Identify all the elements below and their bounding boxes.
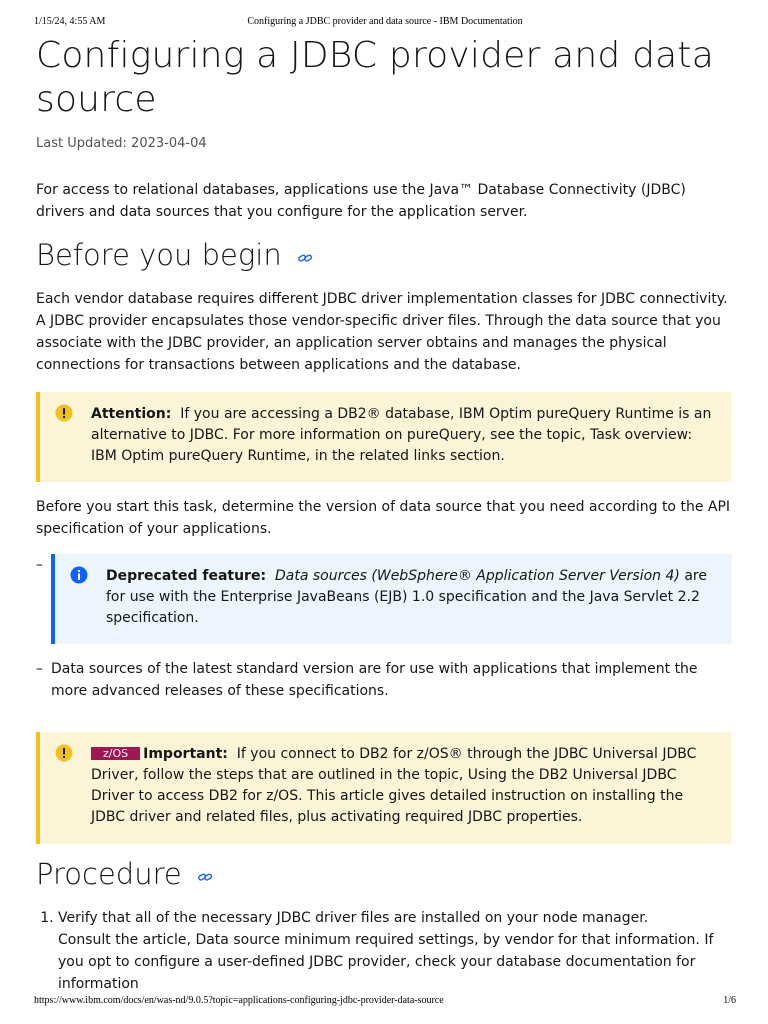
procedure-heading bbox=[36, 856, 732, 893]
print-footer bbox=[34, 995, 736, 1009]
before-you-begin-title: Before you begin bbox=[36, 238, 282, 272]
page-number: 1/6 bbox=[723, 995, 736, 1006]
before-task-paragraph: Before you start this task, determine the version of data source that you need according to the API specification of your applications. bbox=[36, 499, 731, 537]
step-main-text: Verify that all of the necessary JDBC driver files are installed on your node manager. bbox=[58, 910, 649, 926]
important-text: If you connect to DB2 for z/OS® through the JDBC Universal JDBC Driver, follow the steps that are outlined in the topic, Using the DB2 Universal JDBC Driver to access DB2 for z/OS. This article gives detailed instruction on installing the JDBC driver and related files, plus activating required JDBC properties. bbox=[91, 746, 697, 825]
attention-label: Attention: bbox=[91, 406, 172, 422]
warning-filled-icon bbox=[55, 404, 73, 422]
attention-text: If you are accessing a DB2® database, IBM Optim pureQuery Runtime is an alternative to JDBC. For more information on pureQuery, see the topic, Task overview: IBM Optim pureQuery Runtime, in the related links section. bbox=[91, 406, 712, 464]
attention-note bbox=[36, 392, 732, 482]
last-updated: Last Updated: 2023-04-04 bbox=[36, 136, 207, 151]
list-item bbox=[36, 658, 732, 702]
deprecated-text: are for use with the Enterprise JavaBeans (EJB) 1.0 specification and the Java Servlet 2.2 specification. bbox=[106, 568, 707, 626]
page-title: Configuring a JDBC provider and data source bbox=[36, 35, 714, 120]
print-datetime: 1/15/24, 4:55 AM bbox=[34, 16, 106, 27]
zos-badge: z/OS bbox=[91, 747, 140, 760]
before-you-begin-paragraph: Each vendor database requires different JDBC driver implementation classes for JDBC connectivity. A JDBC provider encapsulates those vendor-specific driver files. Through the data source that you associate with the JDBC provider, an application server obtains and manages the physical connections for transactions between applications and the database. bbox=[36, 291, 728, 373]
deprecated-label: Deprecated feature: bbox=[106, 568, 267, 584]
before-you-begin-heading bbox=[36, 237, 732, 274]
print-page-title: Configuring a JDBC provider and data source - IBM Documentation bbox=[247, 16, 523, 27]
list-item bbox=[36, 554, 732, 644]
page-url: https://www.ibm.com/docs/en/was-nd/9.0.5?topic=applications-configuring-jdbc-provider-data-source bbox=[34, 995, 444, 1006]
list-dash: – bbox=[36, 661, 43, 677]
important-label: Important: bbox=[143, 746, 228, 762]
information-filled-icon bbox=[70, 566, 88, 584]
latest-standard-text: Data sources of the latest standard version are for use with applications that implement the more advanced releases of these specifications. bbox=[51, 661, 698, 699]
deprecated-note bbox=[51, 554, 732, 644]
list-dash: – bbox=[36, 557, 43, 573]
article bbox=[36, 30, 732, 995]
print-header bbox=[34, 16, 736, 30]
important-note bbox=[36, 732, 732, 844]
intro-paragraph: For access to relational databases, applications use the Java™ Database Connectivity (JDBC) drivers and data sources that you configure for the application server. bbox=[36, 182, 686, 220]
procedure-steps bbox=[36, 907, 732, 995]
warning-filled-icon bbox=[55, 744, 73, 762]
deprecated-italic: Data sources (WebSphere® Application Server Version 4) bbox=[274, 568, 680, 584]
link-icon[interactable] bbox=[197, 857, 213, 893]
step-detail-text: Consult the article, Data source minimum required settings, by vendor for that information. If you opt to configure a user-defined JDBC provider, check your database documentation for information bbox=[58, 932, 714, 992]
link-icon[interactable] bbox=[297, 238, 313, 274]
procedure-step bbox=[58, 907, 732, 995]
procedure-title: Procedure bbox=[36, 857, 182, 891]
